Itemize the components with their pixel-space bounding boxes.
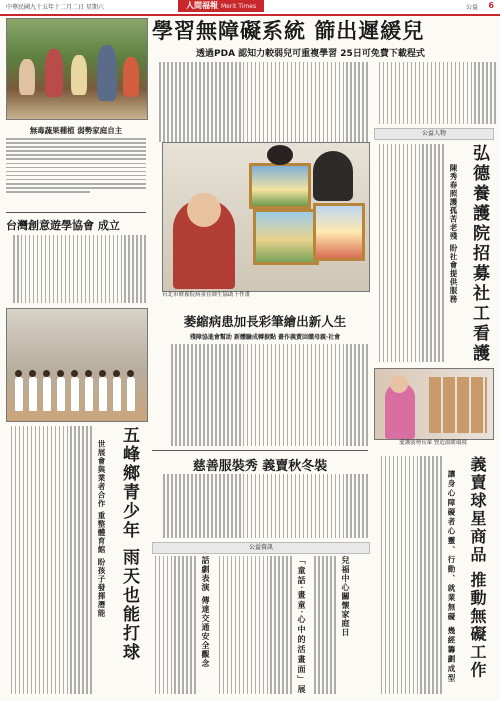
player-head <box>57 370 64 377</box>
center-story-text <box>162 344 368 446</box>
painting <box>253 209 319 265</box>
charity-story-text <box>152 474 368 538</box>
person-face <box>390 375 408 393</box>
masthead-subtitle: Merit Times <box>221 3 257 10</box>
garden-figure <box>71 55 87 95</box>
lead-right-text <box>374 62 496 124</box>
painting <box>249 163 311 209</box>
lead-headline: 學習無障礙系統 篩出遲緩兒 <box>152 18 425 43</box>
player <box>127 377 135 411</box>
team-photo <box>6 308 148 422</box>
player <box>57 377 65 411</box>
info-item-2: 「童話‧畫童‧心中的活畫面」展 <box>297 556 307 696</box>
info-item-3: 兒福中心關懷家庭日 <box>341 556 351 637</box>
taiwan-story-text <box>6 235 146 303</box>
garden-figure <box>123 57 139 97</box>
masthead <box>178 0 264 12</box>
section-tag-info: 公益資訊 <box>152 542 370 554</box>
center-headline: 萎縮病患加長彩筆繪出新人生 <box>183 314 347 329</box>
five-peaks-story-text <box>6 426 92 694</box>
player <box>15 377 23 411</box>
player <box>71 377 79 411</box>
garden-figure <box>19 59 35 95</box>
lead-subtitle: 透過PDA 認知力較弱兒可重複學習 25日可免費下載程式 <box>196 49 425 59</box>
info-text-3 <box>310 556 336 694</box>
garden-figure <box>45 49 63 97</box>
player <box>29 377 37 411</box>
header-bar <box>0 0 500 16</box>
player <box>99 377 107 411</box>
hongde-subhead: 陳秀春照護孤苦老殘 盼社會提供服務 <box>449 164 458 304</box>
info-text-2 <box>214 556 292 694</box>
garden-story-text <box>6 138 146 208</box>
charity-headline: 慈善服裝秀 義賣秋冬裝 <box>192 459 328 474</box>
divider <box>152 450 368 451</box>
player-head <box>29 370 36 377</box>
issue-date: 中華民國九十五年十二月二日 星期六 <box>6 4 104 11</box>
person-figure <box>313 151 353 201</box>
center-subhead: 殘障協進會幫助 新體驗成轉捩點 畫作義賣回饋母親‧社會 <box>189 334 341 341</box>
player-head <box>113 370 120 377</box>
player-head <box>43 370 50 377</box>
info-item-1: 話劇表演 傳達交通安全觀念 <box>201 556 211 668</box>
star-headline: 義賣球星商品 推動無礙工作 <box>468 456 487 680</box>
photo-wall <box>429 377 487 433</box>
star-subhead: 讓身心障礙者心靈、行動、就業無礙 幾經籌劃成型 <box>447 470 456 684</box>
page-number: 6 <box>488 1 494 10</box>
taiwan-headline: 台灣創意遊學協會 成立 <box>6 219 120 232</box>
person-face <box>187 193 221 227</box>
player-head <box>99 370 106 377</box>
person-figure <box>267 145 293 165</box>
garden-figure <box>97 45 117 101</box>
lead-story-text <box>152 62 368 142</box>
player-head <box>85 370 92 377</box>
divider <box>6 212 146 213</box>
section-name: 公益 <box>465 4 478 11</box>
player-head <box>15 370 22 377</box>
masthead-title: 人間福報 <box>186 1 218 10</box>
info-text-1 <box>152 556 196 694</box>
garden-subhead: 無毒蔬果種植 弱勢家庭自主 <box>29 126 123 135</box>
volunteer-photo <box>374 368 494 440</box>
art-photo <box>162 142 370 292</box>
five-peaks-headline: 五峰鄉青少年 雨天也能打球 <box>119 426 139 662</box>
player-head <box>71 370 78 377</box>
five-peaks-subhead: 世展會與業者合作 重整體育館 盼孩子發揮潛能 <box>97 440 106 618</box>
painting <box>313 203 365 261</box>
player <box>43 377 51 411</box>
section-tag-people: 公益人物 <box>374 128 494 140</box>
garden-photo <box>6 18 148 120</box>
hongde-story-text <box>374 144 444 362</box>
volunteer-photo-caption: 愛護弱勢長輩 營造溫暖環境 <box>399 440 467 446</box>
art-photo-caption: 台北市療養院病童在師生協助下作畫 <box>162 292 251 298</box>
hongde-headline: 弘德養護院招募社工看護 <box>469 144 489 364</box>
player <box>85 377 93 411</box>
player-head <box>127 370 134 377</box>
player <box>113 377 121 411</box>
star-story-text <box>374 456 442 694</box>
